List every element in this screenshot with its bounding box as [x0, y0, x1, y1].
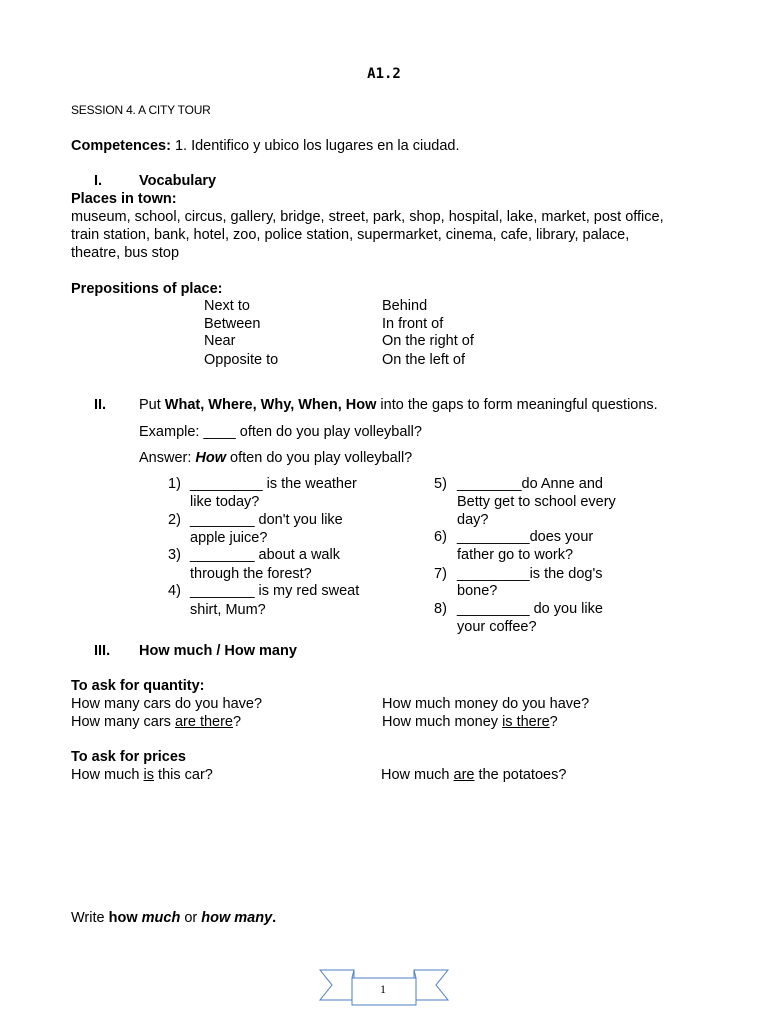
section-2-instruction: Put What, Where, Why, When, How into the gaps to form meaningful questions.	[139, 397, 658, 413]
document-title: A1.2	[367, 66, 401, 82]
question-1-line-2: like today?	[190, 494, 260, 510]
places-line-2: train station, bank, hotel, zoo, police station, supermarket, cinema, cafe, library, palace,	[71, 227, 630, 243]
quantity-label: To ask for quantity:	[71, 678, 205, 694]
question-4-line-2: shirt, Mum?	[190, 602, 266, 618]
preposition-item: On the right of	[382, 333, 474, 349]
question-number: 2)	[168, 512, 181, 528]
question-3-line-2: through the forest?	[190, 566, 312, 582]
question-number: 8)	[434, 601, 447, 617]
question-number: 1)	[168, 476, 181, 492]
preposition-item: Next to	[204, 298, 250, 314]
example-line: Example: ____ often do you play volleyball?	[139, 424, 422, 440]
question-8-line-1: _________ do you like	[457, 601, 603, 617]
question-number: 4)	[168, 583, 181, 599]
prices-label: To ask for prices	[71, 749, 186, 765]
question-5-line-3: day?	[457, 512, 489, 528]
session-heading: SESSION 4. A CITY TOUR	[71, 103, 211, 117]
section-3-title: How much / How many	[139, 643, 297, 659]
question-number: 6)	[434, 529, 447, 545]
question-1-line-1: _________ is the weather	[190, 476, 357, 492]
preposition-item: In front of	[382, 316, 444, 332]
section-3-number: III.	[94, 643, 111, 659]
question-7-line-1: _________is the dog's	[457, 566, 603, 582]
answer-line: Answer: How often do you play volleyball?	[139, 450, 413, 466]
question-6-line-1: _________does your	[457, 529, 594, 545]
preposition-item: Opposite to	[204, 352, 279, 368]
page-number: 1	[380, 982, 386, 996]
quantity-example: How much money is there?	[382, 714, 558, 730]
competences-text: 1. Identifico y ubico los lugares en la ciudad.	[170, 138, 460, 154]
places-label: Places in town:	[71, 191, 177, 207]
question-7-line-2: bone?	[457, 583, 498, 599]
question-4-line-1: ________ is my red sweat	[190, 583, 360, 599]
section-1-number: I.	[94, 173, 103, 189]
preposition-item: Behind	[382, 298, 428, 314]
preposition-item: Near	[204, 333, 236, 349]
question-6-line-2: father go to work?	[457, 547, 574, 563]
question-5-line-2: Betty get to school every	[457, 494, 616, 510]
places-line-3: theatre, bus stop	[71, 245, 180, 261]
question-number: 3)	[168, 547, 181, 563]
question-number: 7)	[434, 566, 447, 582]
competences-line	[71, 137, 460, 155]
question-2-line-2: apple juice?	[190, 530, 268, 546]
preposition-item: Between	[204, 316, 261, 332]
competences-label: Competences:	[71, 138, 171, 154]
price-example: How much are the potatoes?	[381, 767, 567, 783]
question-5-line-1: ________do Anne and	[457, 476, 603, 492]
places-line-1: museum, school, circus, gallery, bridge, street, park, shop, hospital, lake, market, post office,	[71, 209, 664, 225]
price-example: How much is this car?	[71, 767, 213, 783]
section-1-title: Vocabulary	[139, 173, 217, 189]
quantity-example: How many cars do you have?	[71, 696, 263, 712]
question-8-line-2: your coffee?	[457, 619, 537, 635]
quantity-example: How many cars are there?	[71, 714, 242, 730]
question-number: 5)	[434, 476, 447, 492]
section-2-number: II.	[94, 397, 107, 413]
preposition-item: On the left of	[382, 352, 466, 368]
write-instruction: Write how much or how many.	[71, 910, 277, 926]
question-3-line-1: ________ about a walk	[190, 547, 340, 563]
quantity-example: How much money do you have?	[382, 696, 590, 712]
question-2-line-1: ________ don't you like	[190, 512, 343, 528]
prepositions-label: Prepositions of place:	[71, 281, 223, 297]
